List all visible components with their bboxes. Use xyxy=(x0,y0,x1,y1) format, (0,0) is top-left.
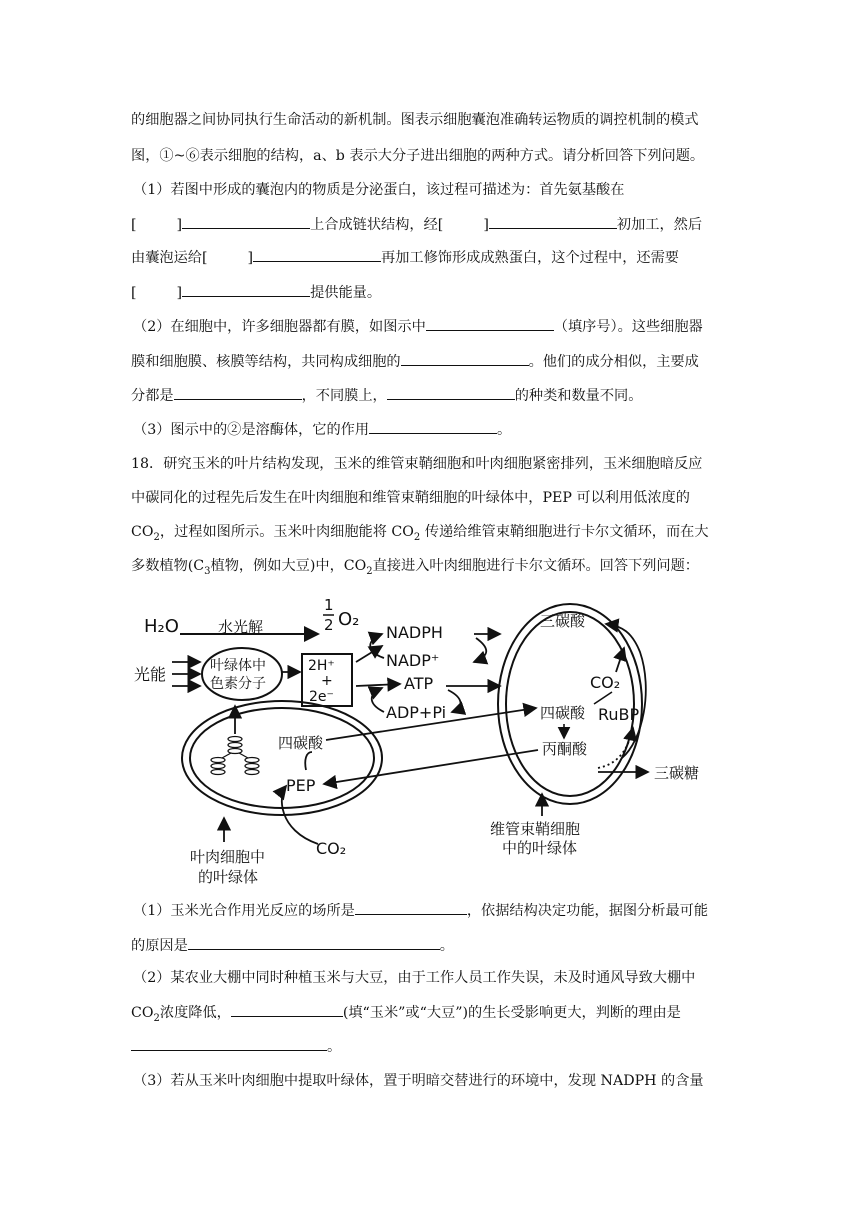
bundle-label-1: 维管束鞘细胞 xyxy=(490,820,581,838)
sub-question-1 xyxy=(133,900,708,921)
atp-label: ATP xyxy=(404,674,434,693)
sub-question-2 xyxy=(131,1036,341,1057)
pyruvate-transport-arrow xyxy=(324,750,538,784)
bracket: ] xyxy=(483,217,489,233)
text-span: （3）图示中的②是溶酶体，它的作用 xyxy=(133,422,370,438)
h-to-nadph-arrow xyxy=(356,646,382,662)
bundle-c4-acid-label: 四碳酸 xyxy=(540,704,586,722)
meso-co2-label: CO₂ xyxy=(316,839,347,858)
photolysis-label: 水光解 xyxy=(218,618,264,636)
meso-label-1: 叶肉细胞中 xyxy=(190,848,266,866)
nadph-return-arrow xyxy=(474,638,486,662)
question-2-line xyxy=(131,351,699,372)
pigment-label-1: 叶绿体中 xyxy=(210,658,266,674)
sub-question-1 xyxy=(131,935,454,956)
plus-label: + xyxy=(321,673,333,689)
text-span: 直接进入叶肉细胞进行卡尔文循环。回答下列问题： xyxy=(372,558,699,574)
answer-blank[interactable] xyxy=(182,214,310,229)
text-span: ，不同膜上， xyxy=(301,388,387,404)
pep-to-c4-curve xyxy=(305,752,312,770)
q18-line: 中碳同化的过程先后发生在叶肉细胞和维管束鞘细胞的叶绿体中，PEP 可以利用低浓度的 xyxy=(131,490,690,506)
q18-line xyxy=(131,556,699,576)
text-span: (填“玉米”或“大豆”)的生长受影响更大，判断的理由是 xyxy=(342,1005,681,1021)
answer-blank[interactable] xyxy=(188,935,440,950)
bracket: ] xyxy=(247,250,254,266)
text-span: （2）在细胞中，许多细胞器都有膜，如图示中 xyxy=(133,319,426,335)
pigment-label-2: 色素分子 xyxy=(210,676,266,692)
text-span: 多数植物(C xyxy=(131,558,205,574)
q18-line: 18．研究玉米的叶片结构发现，玉米的维管束鞘细胞和叶肉细胞紧密排列，玉米细胞暗反应 xyxy=(131,456,703,472)
subscript: 3 xyxy=(204,565,211,577)
adp-label: ADP+Pi xyxy=(386,703,447,722)
answer-blank[interactable] xyxy=(253,247,381,262)
h-to-atp-arrow xyxy=(356,684,400,686)
q18-line xyxy=(131,522,709,542)
adp-cycle-arrow xyxy=(372,688,384,712)
electron-label: 2e⁻ xyxy=(309,689,334,705)
text-line: 的细胞器之间协同执行生命活动的新机制。图表示细胞囊泡准确转运物质的调控机制的模式 xyxy=(131,112,699,128)
h-plus-label: 2H⁺ xyxy=(308,658,335,674)
answer-blank[interactable] xyxy=(369,419,497,434)
answer-blank[interactable] xyxy=(174,385,302,400)
answer-blank[interactable] xyxy=(426,316,554,331)
text-span: 分都是 xyxy=(131,388,174,404)
text-span: 的原因是 xyxy=(131,938,188,954)
text-span: 上合成链状结构，经[ xyxy=(310,217,444,233)
meso-label-2: 的叶绿体 xyxy=(198,868,259,886)
text-span: ，过程如图所示。玉米叶肉细胞能将 CO xyxy=(159,524,414,540)
text-span: CO xyxy=(131,524,154,540)
question-1-blanks-line xyxy=(131,247,679,268)
half-denominator: 2 xyxy=(324,616,334,634)
answer-blank[interactable] xyxy=(131,1036,327,1051)
bracket: [ xyxy=(131,217,137,233)
subscript: 2 xyxy=(153,531,160,543)
thylakoid-stacks xyxy=(211,737,259,775)
c4-photosynthesis-diagram xyxy=(128,590,728,890)
text-span: 再加工修饰形成成熟蛋白，这个过程中，还需要 xyxy=(381,250,679,266)
answer-blank[interactable] xyxy=(387,385,515,400)
bundle-label-2: 中的叶绿体 xyxy=(502,839,578,857)
question-1-blanks-line xyxy=(131,214,702,235)
sub-question-2 xyxy=(131,1002,681,1023)
c4-to-co2-arrow xyxy=(594,692,612,704)
subscript: 2 xyxy=(153,1012,160,1024)
meso-c4-acid-label: 四碳酸 xyxy=(278,734,324,752)
o2-label: O₂ xyxy=(338,609,360,630)
sub-question-2: （2）某农业大棚中同时种植玉米与大豆，由于工作人员工作失误，未及时通风导致大棚中 xyxy=(133,970,696,986)
h2o-label: H₂O xyxy=(144,616,179,637)
sub-question-3: （3）若从玉米叶肉细胞中提取叶绿体，置于明暗交替进行的环境中，发现 NADPH 的含量 xyxy=(133,1073,704,1089)
text-span: （1）玉米光合作用光反应的场所是 xyxy=(133,903,355,919)
text-span: （填序号）。这些细胞器 xyxy=(553,319,703,335)
bundle-co2-label: CO₂ xyxy=(590,673,621,692)
text-span: 浓度降低， xyxy=(159,1005,231,1021)
co2-to-c3-arrow xyxy=(616,648,624,672)
text-span: 植物，例如大豆)中，CO xyxy=(210,558,367,574)
atp-return-arrow xyxy=(448,690,461,712)
answer-blank[interactable] xyxy=(182,282,310,297)
question-2-line xyxy=(133,316,703,337)
c3-acid-label: 三碳酸 xyxy=(540,612,586,630)
question-2-line xyxy=(131,385,642,406)
pep-label: PEP xyxy=(286,776,316,795)
subscript: 2 xyxy=(366,565,373,577)
text-line: 图，①~⑥表示细胞的结构，a、b 表示大分子进出细胞的两种方式。请分析回答下列问题。 xyxy=(131,148,705,164)
text-span: 。他们的成分相似，主要成 xyxy=(528,354,699,370)
bracket: [ xyxy=(131,285,137,301)
question-1: （1）若图中形成的囊泡内的物质是分泌蛋白，该过程可描述为：首先氨基酸在 xyxy=(133,182,625,198)
text-span: 的种类和数量不同。 xyxy=(514,388,643,404)
answer-blank[interactable] xyxy=(489,214,617,229)
text-span: 。 xyxy=(497,422,512,438)
answer-blank[interactable] xyxy=(231,1002,343,1017)
text-span: 。 xyxy=(327,1039,342,1055)
answer-blank[interactable] xyxy=(401,351,529,366)
question-3-line xyxy=(133,419,511,440)
bracket: ] xyxy=(176,285,183,301)
triose-label: 三碳糖 xyxy=(654,764,700,782)
text-span: 。 xyxy=(439,938,454,954)
answer-blank[interactable] xyxy=(355,900,467,915)
light-energy-label: 光能 xyxy=(134,665,167,684)
half-numerator: 1 xyxy=(324,596,334,614)
bracket: ] xyxy=(176,217,183,233)
text-span: 传递给维管束鞘细胞进行卡尔文循环，而在大 xyxy=(420,524,709,540)
text-span: 膜和细胞膜、核膜等结构，共同构成细胞的 xyxy=(131,354,401,370)
text-span: 由囊泡运给[ xyxy=(131,250,208,266)
pigment-ellipse xyxy=(202,648,282,700)
text-span: 提供能量。 xyxy=(310,285,382,301)
rubp-label: RuBP xyxy=(598,705,640,724)
nadp-label: NADP⁺ xyxy=(386,651,440,670)
pyruvate-label: 丙酮酸 xyxy=(542,740,588,758)
subscript: 2 xyxy=(413,531,421,543)
question-1-blanks-line xyxy=(131,282,381,303)
text-span: CO xyxy=(131,1005,154,1021)
nadph-label: NADPH xyxy=(386,623,443,642)
text-span: 初加工，然后 xyxy=(616,217,703,233)
text-span: ，依据结构决定功能，据图分析最可能 xyxy=(466,903,709,919)
